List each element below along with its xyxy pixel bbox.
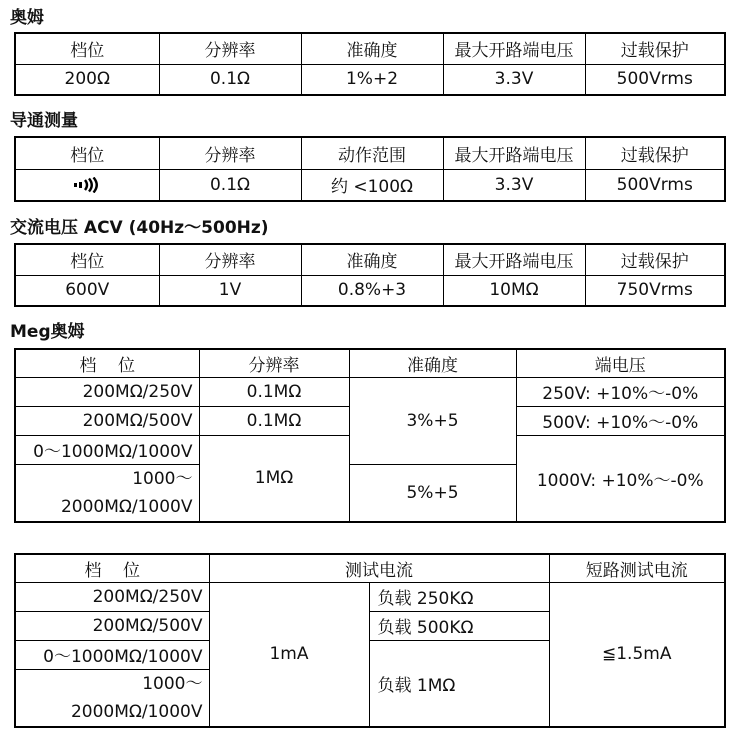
- megohm-title: Meg奥姆: [10, 322, 85, 342]
- cell-accuracy: 0.8%+3: [301, 275, 443, 306]
- header-overload: 过载保护: [585, 33, 725, 64]
- cell-accuracy: 3%+5: [349, 377, 516, 464]
- cell-action-range: 约 <100Ω: [301, 169, 443, 201]
- cell-load: 负载 500KΩ: [369, 611, 549, 640]
- cell-range: 600V: [15, 275, 159, 306]
- cell-open-voltage: 3.3V: [443, 64, 585, 95]
- cell-range: 0～1000MΩ/1000V: [15, 640, 209, 669]
- cell-load: 负载 250KΩ: [369, 582, 549, 611]
- header-range: 档位: [15, 137, 159, 169]
- cell-terminal-voltage: 500V: +10%～-0%: [516, 406, 725, 435]
- cell-load: 负载 1MΩ: [369, 640, 549, 727]
- header-range: 档位: [15, 244, 159, 275]
- cell-resolution: 0.1MΩ: [199, 406, 349, 435]
- cell-input-impedance: 10MΩ: [443, 275, 585, 306]
- cell-overload: 750Vrms: [585, 275, 725, 306]
- test-current-table: [14, 553, 726, 728]
- header-accuracy: 准确度: [349, 349, 516, 377]
- cell-range: 200MΩ/250V: [15, 582, 209, 611]
- cell-range: [15, 464, 199, 522]
- acv-title: 交流电压 ACV (40Hz～500Hz): [10, 218, 269, 238]
- cell-range: 200MΩ/250V: [15, 377, 199, 406]
- continuity-table: [14, 136, 726, 202]
- header-terminal-voltage: 端电压: [516, 349, 725, 377]
- cell-resolution: 0.1Ω: [159, 169, 301, 201]
- cell-range-text: 1000～ 2000MΩ/1000V: [70, 673, 203, 722]
- header-range: 档位: [15, 33, 159, 64]
- header-accuracy: 准确度: [301, 244, 443, 275]
- cell-resolution: 0.1Ω: [159, 64, 301, 95]
- header-range: 档 位: [15, 554, 209, 582]
- header-resolution: 分辨率: [159, 33, 301, 64]
- cell-resolution: 0.1MΩ: [199, 377, 349, 406]
- cell-test-current: 1mA: [209, 582, 369, 727]
- cell-range: [15, 669, 209, 727]
- ohm-table: [14, 32, 726, 96]
- continuity-title: 导通测量: [10, 111, 78, 131]
- header-resolution: 分辨率: [199, 349, 349, 377]
- header-short-current: 短路测试电流: [549, 554, 725, 582]
- header-overload: 过载保护: [585, 244, 725, 275]
- cell-accuracy: 1%+2: [301, 64, 443, 95]
- cell-terminal-voltage: 1000V: +10%～-0%: [516, 435, 725, 522]
- cell-range-text: 1000～ 2000MΩ/1000V: [60, 468, 193, 517]
- cell-short-current: ≦1.5mA: [549, 582, 725, 727]
- cell-overload: 500Vrms: [585, 169, 725, 201]
- cell-resolution: 1MΩ: [199, 435, 349, 522]
- megohm-table: [14, 348, 726, 523]
- cell-resolution: 1V: [159, 275, 301, 306]
- cell-overload: 500Vrms: [585, 64, 725, 95]
- header-open-voltage: 最大开路端电压: [443, 33, 585, 64]
- cell-range: 0～1000MΩ/1000V: [15, 435, 199, 464]
- buzzer-sound-icon: [73, 177, 101, 193]
- cell-range: 200MΩ/500V: [15, 406, 199, 435]
- cell-range: [15, 169, 159, 201]
- header-open-voltage: 最大开路端电压: [443, 244, 585, 275]
- cell-range: 200Ω: [15, 64, 159, 95]
- cell-terminal-voltage: 250V: +10%～-0%: [516, 377, 725, 406]
- header-resolution: 分辨率: [159, 244, 301, 275]
- header-resolution: 分辨率: [159, 137, 301, 169]
- header-accuracy: 准确度: [301, 33, 443, 64]
- header-overload: 过载保护: [585, 137, 725, 169]
- header-test-current: 测试电流: [209, 554, 549, 582]
- cell-range: 200MΩ/500V: [15, 611, 209, 640]
- ohm-title: 奥姆: [10, 8, 44, 28]
- header-range: 档 位: [15, 349, 199, 377]
- header-action-range: 动作范围: [301, 137, 443, 169]
- header-open-voltage: 最大开路端电压: [443, 137, 585, 169]
- cell-open-voltage: 3.3V: [443, 169, 585, 201]
- cell-accuracy: 5%+5: [349, 464, 516, 522]
- acv-table: [14, 243, 726, 307]
